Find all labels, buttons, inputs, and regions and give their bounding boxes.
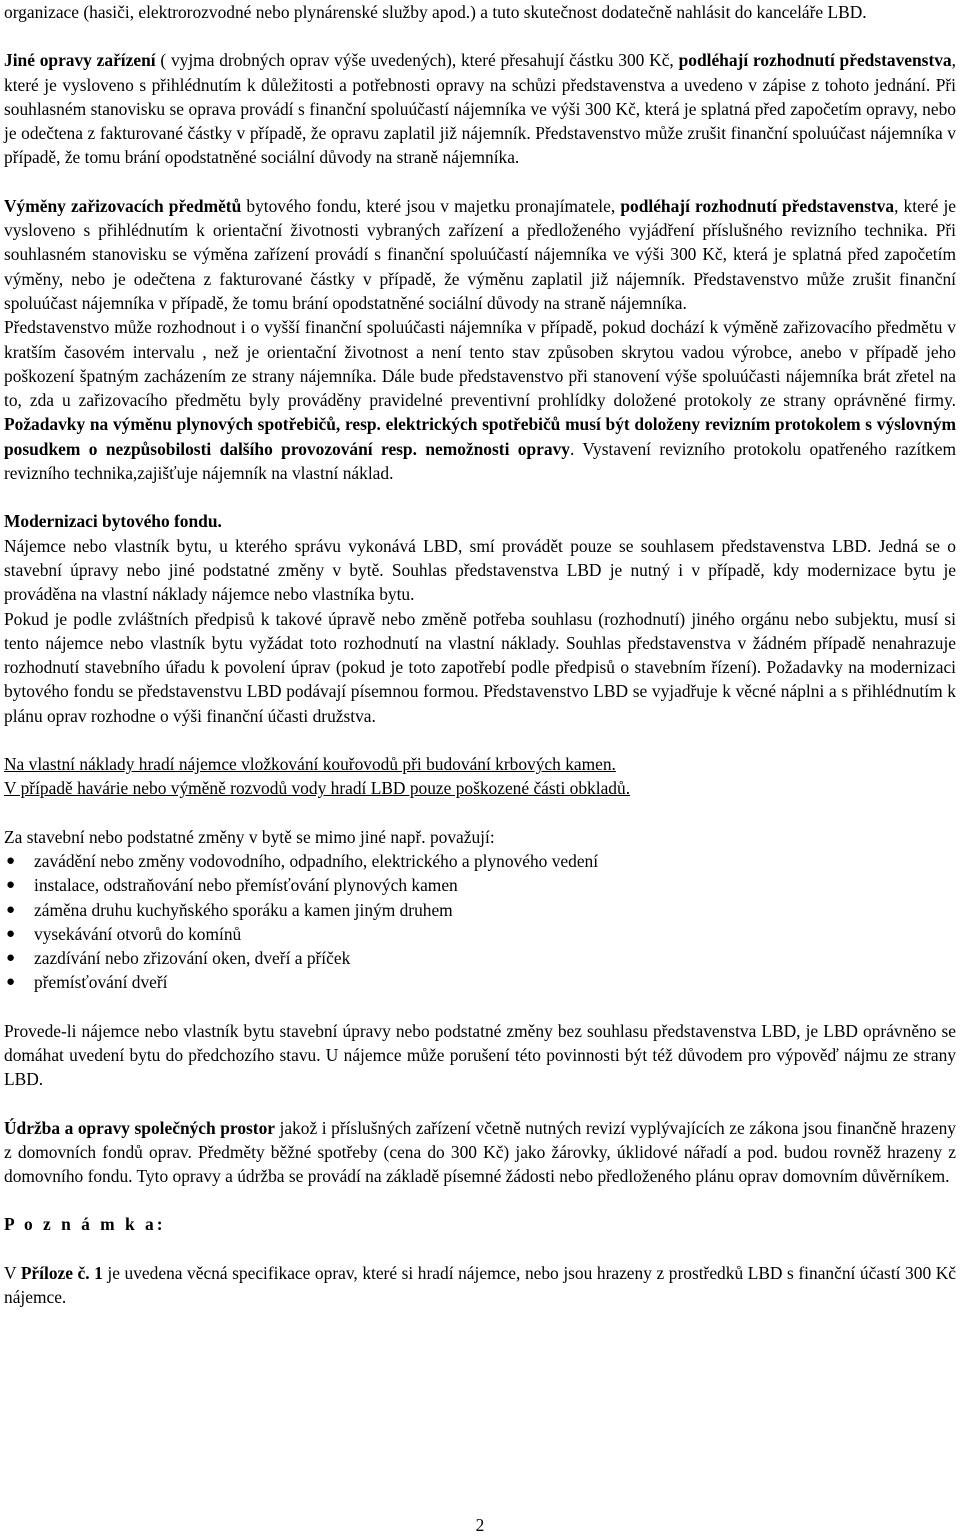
udrzba-text: jakož i příslušných zařízení včetně nutných revizí vyplývajících ze zákona jsou finančně hrazeny z domovních fondů oprav. Předměty běžné spotřeby (cena do 300 Kč) jako žárovky, úklidové nářadí a pod. budou rovněž hrazeny z domovního fondu. Tyto opravy a údržba se provádí na základě písemné žádosti nebo předloženého plánu oprav domovním důvěrníkem. [4,1117,956,1187]
bullet-icon: ● [6,950,16,967]
vymeny-p2-text-1: Představenstvo může rozhodnout i o vyšší finanční spoluúčasti nájemníka v případě, pokud dochází k výměně zařizovacího předmětu v kratším časovém intervalu , než je orientační životnost a není tento stav způsoben skrytou vadou výrobce, anebo v případě jeho poškození špatným zacházením ze strany nájemníka. Dále bude představenstvo při stanovení výše spoluúčasti nájemníka brát zřetel na to, zda u zařizovacího předmětu byly prováděny pravidelné preventivní prohlídky doložené protokoly ze strany oprávněné firmy. [4,317,956,411]
vymeny-text-2: , které je vysloveno s přihlédnutím k orientační životnosti vybraných zařízení a předloženého vyjádření příslušného revizního technika. Při souhlasném stanovisku se výměna zařízení provádí s finanční spoluúčastí nájemníka ve výši 300 Kč, která je splatná před započetím výměny, nebo je odečtena z fakturované částky v případě, že výměnu zaplatil již nájemník. Představenstvo může zrušit finanční spoluúčast nájemníka v případě, že tomu brání opodstatněné sociální důvody na straně nájemníka. [4,195,956,313]
modernizace-heading-text: Modernizaci bytového fondu. [4,511,222,532]
list-item-text: zavádění nebo změny vodovodního, odpadního, elektrického a plynového vedení [34,850,599,871]
list-item-text: přemísťování dveří [34,972,168,993]
bullet-icon: ● [6,877,16,894]
modernizace-paragraph-2: Pokud je podle zvláštních předpisů k takové úpravě nebo změně potřeba souhlasu (rozhodnutí) jiného orgánu nebo subjektu, musí si tento nájemce nebo vlastník bytu vyžádat toto rozhodnutí na vlastní náklady. Souhlas představenstva v žádném případě nenahrazuje rozhodnutí stavebního úřadu k povolení úprav (pokud je toto zapotřebí podle předpisů o stavebním řízení). Požadavky na modernizaci bytového fondu se představenstvu LBD podávají písemnou formou. Představenstvo LBD se vyjadřuje k věcné náplni a s přihlédnutím k plánu oprav rozhodne o výši finanční účasti družstva. [4,608,956,726]
bullet-icon: ● [6,852,16,869]
intro-paragraph [4,0,956,24]
jine-opravy-bold-2: podléhají rozhodnutí představenstva [678,50,952,71]
jine-opravy-text-2: , které je vysloveno s přihlédnutím k důležitosti a potřebnosti opravy na schůzi představenstva a uvedeno v zápise z tohoto jednání. Při souhlasném stanovisku se oprava provádí s finanční spoluúčastí nájemníka ve výši 300 Kč, která je splatná před započetím opravy, nebo je odečtena z fakturované částky v případě, že opravu zaplatil již nájemník. Představenstvo může zrušit finanční spoluúčast nájemníka v případě, že tomu brání opodstatněné sociální důvody na straně nájemníka. [4,50,956,168]
vymeny-heading: Výměny zařizovacích předmětů [4,195,242,216]
vymeny-paragraph [4,194,956,315]
udrzba-heading: Údržba a opravy společných prostor [4,1117,275,1138]
list-item [4,970,956,994]
vymeny-text-1: bytového fondu, které jsou v majetku pronajímatele, [241,195,621,216]
jine-opravy-text-1: ( vyjma drobných oprav výše uvedených), které přesahují částku 300 Kč, [155,50,679,71]
poznamka-paragraph [4,1261,956,1310]
list-item-text: instalace, odstraňování nebo přemísťování plynových kamen [34,875,458,896]
list-item [4,898,956,922]
list-item [4,946,956,970]
page-number: 2 [475,1515,485,1535]
list-item-text: zazdívání nebo zřizování oken, dveří a příček [34,948,351,969]
modernizace-heading [4,509,956,533]
vymeny-paragraph-2 [4,315,956,485]
modernizace-paragraph-1: Nájemce nebo vlastník bytu, u kterého správu vykonává LBD, smí provádět pouze se souhlasem představenstva LBD. Jedná se o stavební úpravy nebo jiné podstatné změny v bytě. Souhlas představenstva LBD je nutný i v případě, kdy modernizace bytu je prováděna na vlastní náklady nájemce nebo vlastníka bytu. [4,535,956,605]
underlined-text-2: V případě havárie nebo výměně rozvodů vody hradí LBD pouze poškozené části obkladů. [4,778,631,799]
document-page [4,0,956,1309]
vymeny-p2-text-2: . Vystavení revizního protokolu opatřeného razítkem revizního technika,zajišťuje nájemník na vlastní náklad. [4,438,957,484]
intro-text: organizace (hasiči, elektrorozvodné nebo plynárenské služby apod.) a tuto skutečnost dodatečně nahlásit do kanceláře LBD. [4,2,867,22]
jine-opravy-heading: Jiné opravy zařízení [4,50,156,71]
underlined-text-1: Na vlastní náklady hradí nájemce vložkování kouřovodů při budování krbových kamen. [4,754,616,775]
poznamka-text-1: V [4,1262,21,1283]
poznamka-text-2: je uvedena věcná specifikace oprav, které si hradí nájemce, nebo jsou hrazeny z prostředků LBD s finanční účastí 300 Kč nájemce. [4,1262,956,1308]
poznamka-heading-text: P o z n á m k a: [4,1214,166,1235]
bullet-icon: ● [6,901,16,918]
udrzba-paragraph [4,1116,956,1189]
list-item-text: vysekávání otvorů do komínů [34,923,242,944]
poznamka-heading [4,1212,956,1236]
bullet-icon: ● [6,974,16,991]
bullet-icon: ● [6,925,16,942]
list-item [4,922,956,946]
vymeny-bold-2: podléhají rozhodnutí představenstva [620,195,895,216]
vymeny-p2-bold: Požadavky na výměnu plynových spotřebičů, resp. elektrických spotřebičů musí být doloženy revizním protokolem s výslovným posudkem o nezpůsobilosti dalšího provozování resp. nemožnosti opravy [4,414,956,459]
zmeny-list [4,849,956,995]
list-item [4,873,956,897]
underlined-line-2 [4,776,956,800]
jine-opravy-paragraph [4,48,956,169]
poznamka-bold: Příloze č. 1 [20,1262,103,1283]
list-item-text: záměna druhu kuchyňského sporáku a kamen jiným druhem [34,899,453,920]
underlined-line-1 [4,752,956,776]
zmeny-intro: Za stavební nebo podstatné změny v bytě se mimo jiné např. považují: [4,826,495,847]
list-item [4,849,956,873]
provede-paragraph: Provede-li nájemce nebo vlastník bytu stavební úpravy nebo podstatné změny bez souhlasu představenstva LBD, je LBD oprávněno se domáhat uvedení bytu do předchozího stavu. U nájemce může porušení této povinnosti být též důvodem pro výpověď nájmu ze strany LBD. [4,1020,956,1090]
